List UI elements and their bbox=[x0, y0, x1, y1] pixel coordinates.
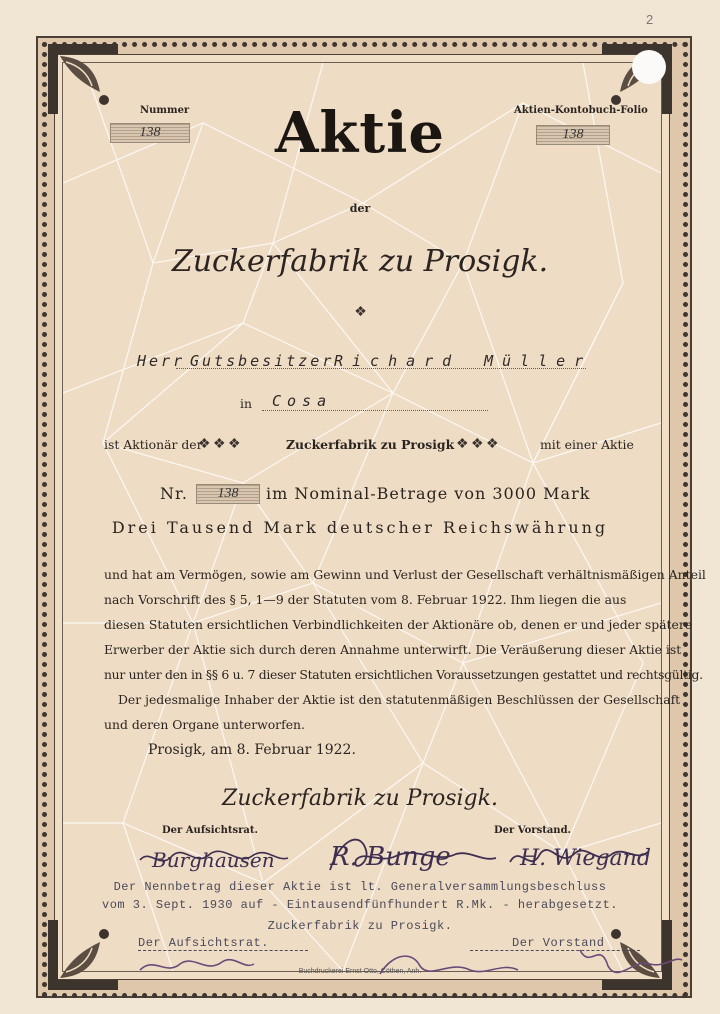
overprint-line: Der Nennbetrag dieser Aktie ist lt. Generalversammlungsbeschluss bbox=[113, 880, 607, 894]
overprint-board: Der Vorstand bbox=[512, 936, 605, 950]
folio-label: Aktien-Kontobuch-Folio bbox=[514, 105, 648, 116]
body-line: Der jedesmalige Inhaber der Aktie ist den statutenmäßigen Beschlüssen der Gesellschaft bbox=[118, 692, 681, 707]
signature-left: Burghausen bbox=[152, 848, 275, 872]
signature-middle: R. Bunge bbox=[330, 842, 451, 872]
share-words: Drei Tausend Mark deutscher Reichswährung bbox=[111, 518, 609, 537]
holder-first-name: Richard bbox=[334, 352, 461, 370]
body-line: und hat am Vermögen, sowie am Gewinn und Verlust der Gesellschaft verhältnismäßigen Anteil bbox=[104, 567, 706, 582]
body-line: und deren Organe unterworfen. bbox=[104, 717, 305, 732]
share-company: Zuckerfabrik zu Prosigk bbox=[286, 437, 455, 452]
ornament-icon: ❖ ❖ ❖ bbox=[198, 436, 240, 452]
violet-signature-icon bbox=[130, 930, 690, 990]
body-line: nach Vorschrift des § 5, 1—9 der Statuten vom 8. Februar 1922. Ihm liegen die aus bbox=[104, 592, 627, 607]
punch-hole bbox=[632, 50, 666, 84]
holder-salutation: Herr bbox=[137, 352, 186, 370]
dateline: Prosigk, am 8. Februar 1922. bbox=[148, 742, 356, 758]
holder-last-name: Müller bbox=[484, 352, 593, 370]
in-label: in bbox=[240, 396, 252, 411]
share-nr-label: Nr. bbox=[160, 484, 188, 503]
certificate-title: Aktie bbox=[274, 100, 446, 166]
pencil-mark: 2 bbox=[646, 12, 654, 27]
supervisory-label: Der Aufsichtsrat. bbox=[162, 825, 259, 836]
place-dotline bbox=[262, 410, 488, 411]
ornament-icon: ❖ ❖ ❖ bbox=[456, 436, 498, 452]
number-value: 138 bbox=[110, 123, 190, 143]
holder-occupation: Gutsbesitzer bbox=[190, 352, 335, 370]
body-line: Erwerber der Aktie sich durch deren Annahme unterwirft. Die Veräußerung dieser Aktie ist bbox=[104, 642, 682, 657]
share-prefix: ist Aktionär der bbox=[104, 437, 203, 452]
printer-imprint: Buchdruckerei Ernst Otto, Cöthen, Anh. bbox=[298, 968, 422, 975]
signature-company: Zuckerfabrik zu Prosigk. bbox=[222, 786, 498, 811]
company-name: Zuckerfabrik zu Prosigk. bbox=[171, 244, 549, 279]
overprint-supervisory: Der Aufsichtsrat. bbox=[138, 936, 269, 950]
overprint-company: Zuckerfabrik zu Prosigk. bbox=[267, 919, 453, 933]
body-line: nur unter den in §§ 6 u. 7 dieser Statuten ersichtlichen Voraussetzungen gestattet und rechtsgültig. bbox=[104, 667, 703, 682]
share-suffix: mit einer Aktie bbox=[540, 437, 634, 452]
signature-right: H. Wiegand bbox=[520, 846, 651, 871]
holder-place: Cosa bbox=[272, 392, 333, 410]
folio-value: 138 bbox=[536, 125, 610, 145]
share-nr-value: 138 bbox=[196, 484, 260, 504]
share-nominal: im Nominal-Betrage von 3000 Mark bbox=[266, 484, 591, 503]
title-der: der bbox=[349, 202, 371, 215]
overprint-line: vom 3. Sept. 1930 auf - Eintausendfünfhundert R.Mk. - herabgesetzt. bbox=[102, 898, 618, 912]
board-label: Der Vorstand. bbox=[494, 825, 572, 836]
number-label: Nummer bbox=[140, 105, 190, 116]
ornament-icon: ❖ bbox=[354, 304, 366, 320]
body-line: diesen Statuten ersichtlichen Verbindlichkeiten der Aktionäre ob, denen er und jeder spätere bbox=[104, 617, 693, 632]
